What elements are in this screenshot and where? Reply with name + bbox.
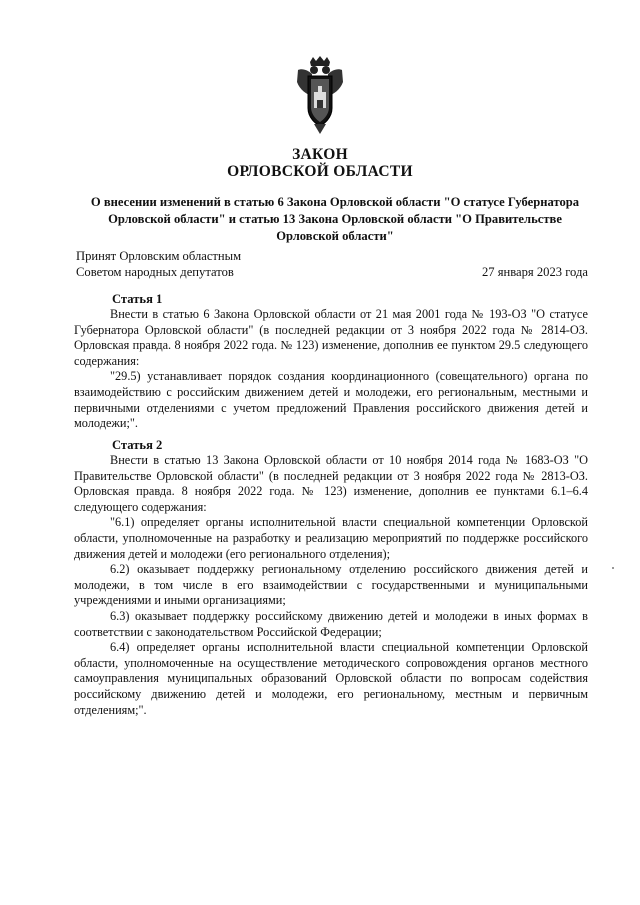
article-1-body	[74, 307, 588, 432]
article-2-heading: Статья 2	[112, 438, 163, 452]
article-paragraph: Внести в статью 13 Закона Орловской области от 10 ноября 2014 года № 1683-ОЗ "О Правительстве Орловской области" (в последней редакции от 3 ноября 2022 года № 2813-ОЗ. Орловская правда. 8 ноября 2022 года. № 123) изменение, дополнив ее пунктами 6.1–6.4 следующего содержания:	[74, 453, 588, 514]
adoption-info	[76, 248, 241, 280]
orel-oblast-coat-of-arms-icon	[294, 56, 346, 136]
article-paragraph: Внести в статью 6 Закона Орловской области от 21 мая 2001 года № 193-ОЗ "О статусе Губернатора Орловской области" (в последней редакции от 3 ноября 2022 года № 2814-ОЗ. Орловская правда. 8 ноября 2022 года. № 123) изменение, дополнив ее пунктом 29.5 следующего содержания:	[74, 307, 588, 368]
adoption-line: Советом народных депутатов	[76, 265, 234, 279]
adoption-date: 27 января 2023 года	[481, 265, 588, 279]
law-title: ЗАКОН	[292, 146, 348, 163]
article-1-heading: Статья 1	[112, 292, 163, 306]
law-subtitle: О внесении изменений в статью 6 Закона Орловской области "О статусе Губернатора Орловской области" и статью 13 Закона Орловской области "О Правительстве Орловской области"	[90, 195, 580, 243]
adoption-line: Принят Орловским областным	[76, 249, 242, 263]
law-region-title: ОРЛОВСКОЙ ОБЛАСТИ	[227, 163, 413, 180]
article-2-body	[74, 453, 588, 718]
article-paragraph: 6.3) оказывает поддержку российскому движению детей и молодежи в иных формах в соответствии с законодательством Российской Федерации;	[74, 608, 588, 639]
scan-artifact	[612, 567, 614, 569]
article-paragraph: 6.4) определяет органы исполнительной власти специальной компетенции Орловской области, уполномоченные на осуществление методического сопровождения органов местного самоуправления муниципальных образований Орловской области по вопросам содействия российскому движению детей и молодежи, его региональному, местным и первичным отделениям;".	[74, 640, 588, 717]
article-paragraph: 6.2) оказывает поддержку региональному отделению российского движения детей и молодежи, в том числе в его взаимодействии с государственными и муниципальными учреждениями и иными организациями;	[74, 562, 588, 608]
article-paragraph: "6.1) определяет органы исполнительной власти специальной компетенции Орловской области, уполномоченные на разработку и реализацию мероприятий по поддержке российского движения детей и молодежи (его регионального отделения);	[74, 515, 588, 561]
article-paragraph: "29.5) устанавливает порядок создания координационного (совещательного) органа по взаимодействию с российским движением детей и молодежи, его региональным, местными и первичными отделениями с учетом предложений Правления российского движения детей и молодежи;".	[74, 369, 588, 431]
